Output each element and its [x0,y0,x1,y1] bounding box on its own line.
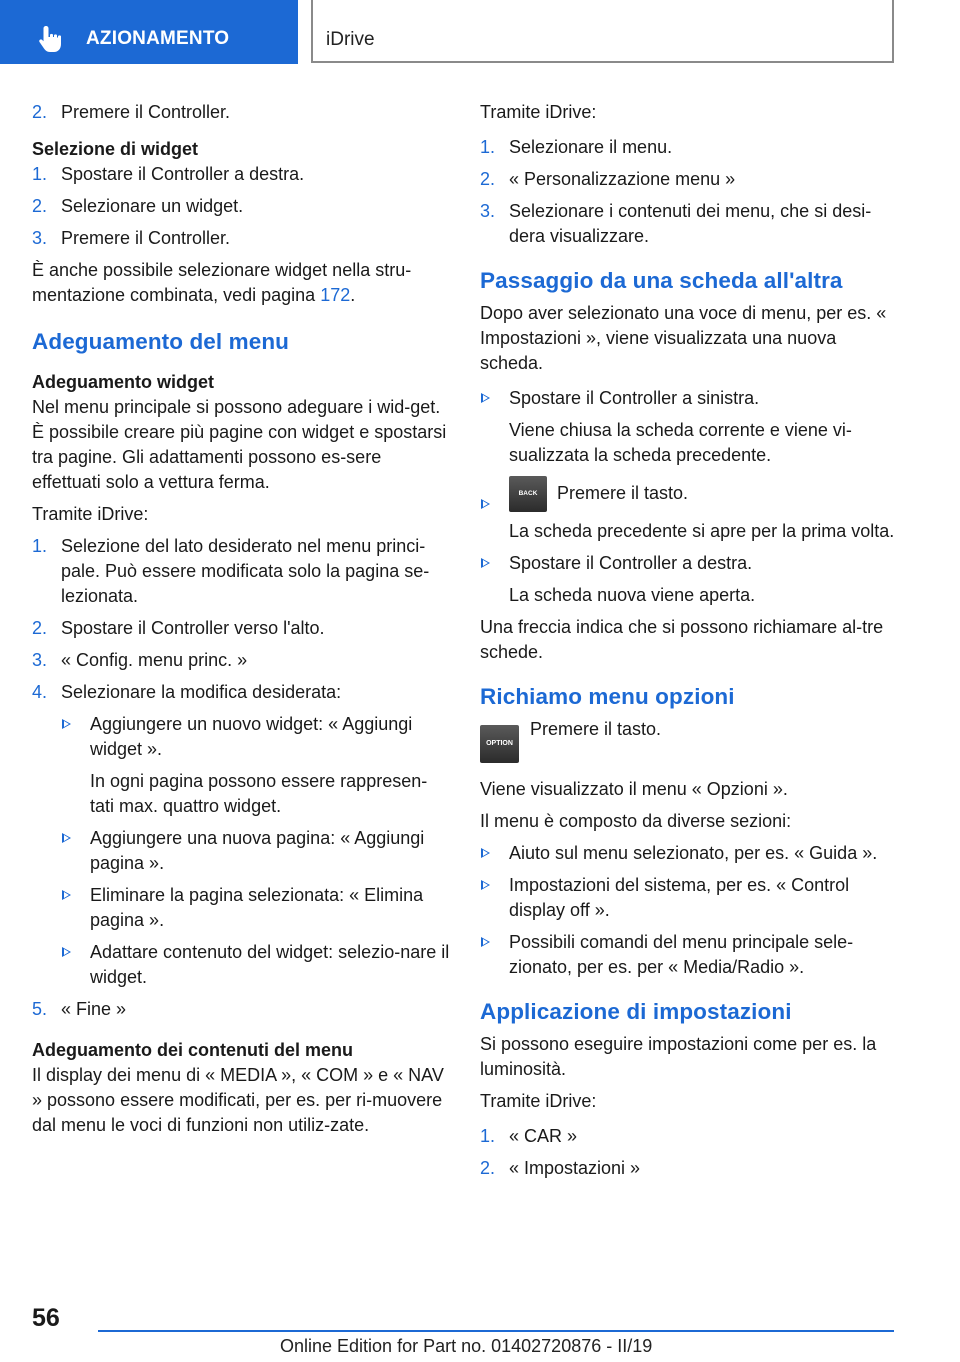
triangle-bullet-icon [62,947,71,957]
list-item: 2. Premere il Controller. [32,100,450,125]
paragraph: È anche possibile selezionare widget nella stru-mentazione combinata, vedi pagina 172. [32,260,412,305]
paragraph: Tramite iDrive: [32,504,149,524]
bullet-item: Spostare il Controller a sinistra. [480,386,900,411]
heading-tab-switching: Passaggio da una scheda all'altra [480,268,843,293]
triangle-bullet-icon [481,499,490,509]
list-item: 1. Selezione del lato desiderato nel menu princi-pale. Può essere modificata solo la pagina se-lezionata. [32,536,430,606]
heading-options-menu: Richiamo menu opzioni [480,684,735,709]
heading-apply-settings: Applicazione di impostazioni [480,999,792,1024]
list-item: 1. « CAR » [480,1126,578,1146]
paragraph: Nel menu principale si possono adeguare i wid-get. È possibile creare più pagine con widget e spostarsi tra pagine. Gli adattamenti possono es-sere effettuati solo a vettura ferma. [32,397,447,492]
triangle-bullet-icon [62,719,71,729]
list-item: 3. « Config. menu princ. » [32,650,248,670]
footer-edition: Online Edition for Part no. 01402720876 - II/19 [280,1336,653,1356]
triangle-bullet-icon [481,393,490,403]
sub-bullet-list [61,712,450,990]
list-item: 1. Selezionare il menu. [480,137,673,157]
paragraph: Viene visualizzato il menu « Opzioni ». [480,779,788,799]
list-item: 2. « Personalizzazione menu » [480,169,736,189]
triangle-bullet-icon [481,937,490,947]
page-number: 56 [32,1304,60,1332]
bullet-item: Aggiungere un nuovo widget: « Aggiungi widget ». [61,712,450,762]
page-link[interactable]: 172 [320,285,351,305]
hand-touch-icon [38,24,64,54]
paragraph: Tramite iDrive: [480,102,597,122]
chapter-box [311,0,894,63]
paragraph: Il display dei menu di « MEDIA », « COM » e « NAV » possono essere modificati, per es. per ri-muovere dal menu le voci di funzioni non utiliz-zate. [32,1065,444,1135]
section-tab [0,0,298,64]
triangle-bullet-icon [481,880,490,890]
bullet-item: Spostare il Controller a destra. [480,551,900,576]
triangle-bullet-icon [481,848,490,858]
bullet-item: Adattare contenuto del widget: selezio-nare il widget. [61,940,450,990]
section-title: AZIONAMENTO [86,28,230,49]
step-number: 2. [32,102,48,122]
paragraph: Una freccia indica che si possono richiamare al-tre schede. [480,617,884,662]
paragraph: Il menu è composto da diverse sezioni: [480,811,792,831]
subheading-content-adjustment: Adeguamento dei contenuti del menu [32,1040,354,1060]
bullet-item: Impostazioni del sistema, per es. « Control display off ». [480,873,900,923]
paragraph: Dopo aver selezionato una voce di menu, per es. « Impostazioni », viene visualizzata una nuova scheda. [480,303,887,373]
left-column [32,100,450,1145]
triangle-bullet-icon [481,558,490,568]
option-key-row: OPTION Premere il tasto. [480,717,900,757]
list-item: 2. « Impostazioni » [480,1158,641,1178]
footer-divider [98,1330,894,1332]
heading-menu-adjustment: Adeguamento del menu [32,329,290,354]
list-item: 5. « Fine » [32,999,127,1019]
list-item: 2. Spostare il Controller verso l'alto. [32,618,325,638]
triangle-bullet-icon [62,890,71,900]
list-item: 3. Premere il Controller. [32,228,231,248]
paragraph: Tramite iDrive: [480,1091,597,1111]
bullet-item: Aiuto sul menu selezionato, per es. « Guida ». [480,841,900,866]
bullet-item: BACK Premere il tasto. [480,476,900,512]
bullet-item-extra: In ogni pagina possono essere rappresen-tati max. quattro widget. [90,771,428,816]
bullet-item-extra: Viene chiusa la scheda corrente e viene vi-sualizzata la scheda precedente. [509,420,852,465]
chapter-title: iDrive [326,29,375,50]
back-button-icon: BACK [509,476,547,512]
list-item: 1. Spostare il Controller a destra. [32,164,305,184]
list-item: 2. Selezionare un widget. [32,196,244,216]
list-item: 4. Selezionare la modifica desiderata: [32,682,342,702]
bullet-item: Aggiungere una nuova pagina: « Aggiungi pagina ». [61,826,450,876]
bullet-item: Possibili comandi del menu principale sele-zionato, per es. per « Media/Radio ». [480,930,900,980]
bullet-item: Eliminare la pagina selezionata: « Elimina pagina ». [61,883,450,933]
triangle-bullet-icon [62,833,71,843]
option-button-icon: OPTION [480,725,519,763]
subheading-widget-adjustment: Adeguamento widget [32,372,215,392]
right-column [480,100,900,1188]
list-item: 3. Selezionare i contenuti dei menu, che si desi-dera visualizzare. [480,201,872,246]
bullet-item-extra: La scheda nuova viene aperta. [509,585,756,605]
subheading-widget-selection: Selezione di widget [32,139,199,159]
bullet-item-extra: La scheda precedente si apre per la prima volta. [509,521,895,541]
paragraph: Si possono eseguire impostazioni come per es. la luminosità. [480,1034,877,1079]
